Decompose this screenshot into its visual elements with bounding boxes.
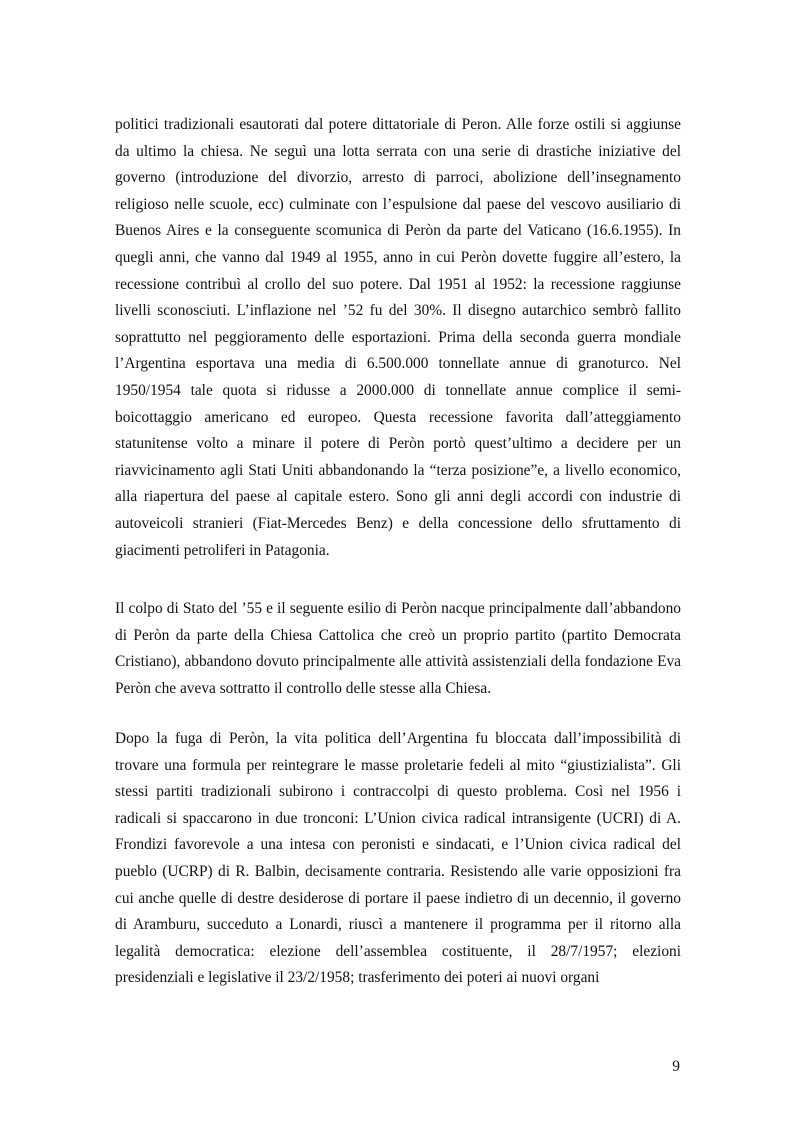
paragraph-coup-1955: Il colpo di Stato del ’55 e il seguente esilio di Peròn nacque principalmente dall’abbandono di Peròn da parte della Chiesa Cattolica che creò un proprio partito (partito Democrata Cristiano), abbandono dovuto principalmente alle attività assistenziali della fondazione Eva Peròn che aveva sottratto il controllo delle stesse alla Chiesa. — [115, 600, 681, 697]
paragraph-peron-decline: politici tradizionali esautorati dal potere dittatoriale di Peron. Alle forze ostili si aggiunse da ultimo la chiesa. Ne seguì una lotta serrata con una serie di drastiche iniziative del governo (introduzione del divorzio, arresto di parroci, abolizione dell’insegnamento religioso nelle scuole, ecc) culminate con l’espulsione dal paese del vescovo ausiliario di Buenos Aires e la conseguente scomunica di Peròn da parte del Vaticano (16.6.1955). In quegli anni, che vanno dal 1949 al 1955, anno in cui Peròn dovette fuggire all’estero, la recessione contribuì al crollo del suo potere. Dal 1951 al 1952: la recessione raggiunse livelli sconosciuti. L’inflazione nel ’52 fu del 30%. Il disegno autarchico sembrò fallito soprattutto nel peggioramento delle esportazioni. Prima della seconda guerra mondiale l’Argentina esportava una media di 6.500.000 tonnellate annue di granoturco. Nel 1950/1954 tale quota si ridusse a 2000.000 di tonnellate annue complice il semi-boicottaggio americano ed europeo. Questa recessione favorita dall’atteggiamento statunitense volto a minare il potere di Peròn portò quest’ultimo a decidere per un riavvicinamento agli Stati Uniti abbandonando la “terza posizione”e, a livello economico, alla riapertura del paese al capitale estero. Sono gli anni degli accordi con industrie di autoveicoli stranieri (Fiat-Mercedes Benz) e della concessione dello sfruttamento di giacimenti petroliferi in Patagonia. — [115, 116, 681, 559]
page-number: 9 — [672, 1058, 680, 1075]
paragraph-after-peron: Dopo la fuga di Peròn, la vita politica dell’Argentina fu bloccata dall’impossibilità di trovare una formula per reintegrare le masse proletarie fedeli al mito “giustizialista”. Gli stessi partiti tradizionali subirono i contraccolpi di questo problema. Così nel 1956 i radicali si spaccarono in due tronconi: L’Union civica radical intransigente (UCRI) di A. Frondizi favorevole a una intesa con peronisti e sindacati, e l’Union civica radical del pueblo (UCRP) di R. Balbin, decisamente contraria. Resistendo alle varie opposizioni fra cui anche quelle di destre desiderose di portare il paese indietro di un decennio, il governo di Aramburu, succeduto a Lonardi, riuscì a mantenere il programma per il ritorno alla legalità democratica: elezione dell’assemblea costituente, il 28/7/1957; elezioni presidenziali e legislative il 23/2/1958; trasferimento dei poteri ai nuovi organi — [115, 730, 681, 987]
